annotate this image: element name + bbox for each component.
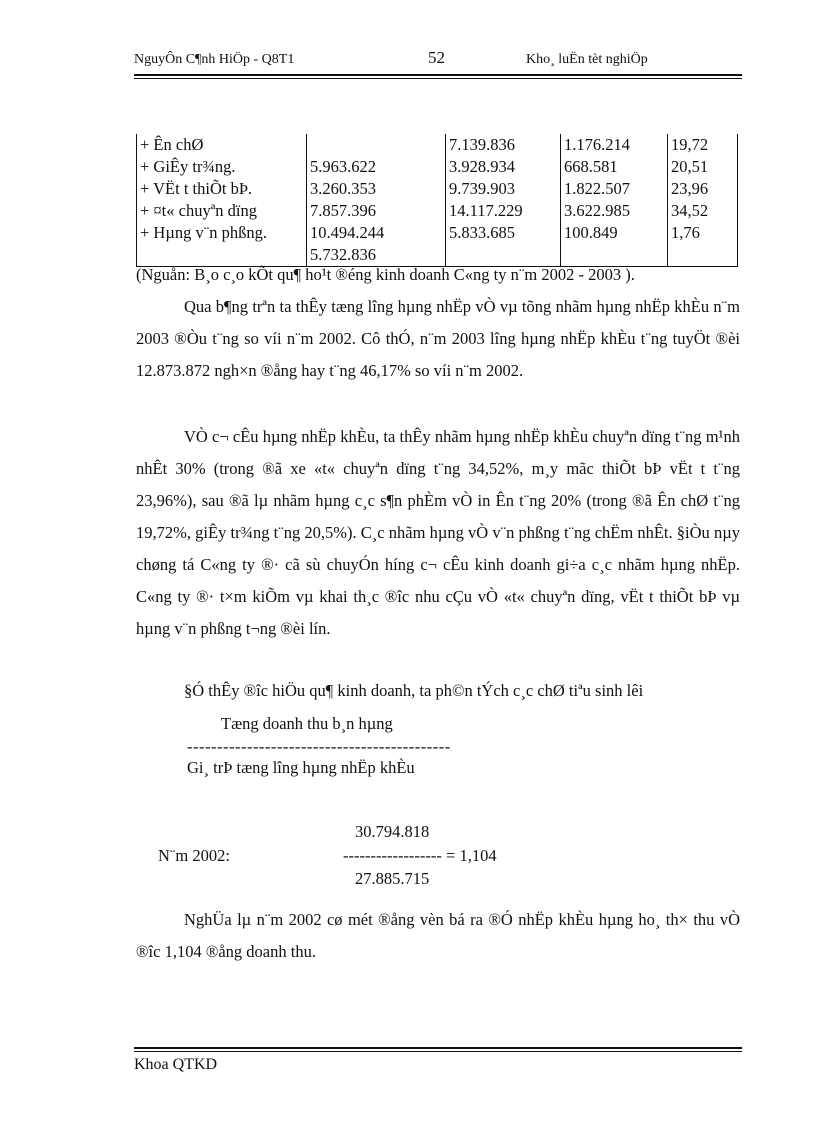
calc-year-label: N¨m 2002:	[158, 846, 230, 865]
formula-fraction-line: --------------------------------------------	[187, 737, 451, 756]
formula-denominator: Gi¸ trÞ tæng lîng hµng nhËp khÈu	[187, 758, 415, 777]
table-cell: 10.494.244	[307, 222, 446, 244]
table-cell	[137, 244, 307, 267]
table-cell: 668.581	[561, 156, 668, 178]
calc-denominator: 27.885.715	[355, 869, 430, 888]
footer-rule	[134, 1047, 742, 1049]
header-thesis-title: Kho¸ luËn tèt nghiÖp	[526, 52, 648, 67]
table-cell: 1.176.214	[561, 134, 668, 156]
table-cell: 3.622.985	[561, 200, 668, 222]
header-rule-thin	[134, 78, 742, 79]
paragraph-2: VÒ c¬ cÊu hµng nhËp khÈu, ta thÊy nhãm hµng nhËp khÈu chuyªn dïng t¨ng m¹nh nhÊt 30% (trong ®ã xe «t« chuyªn dïng t¨ng 34,52%, m¸y mãc thiÕt bÞ vËt t t¨ng 23,96%), sau ®ã lµ nhãm hµng c¸c s¶n phÈm vÒ in Ên t¨ng 20% (trong ®ã Ên chØ t¨ng 19,72%, giÊy tr¾ng t¨ng 20,5%). C¸c nhãm hµng vÒ v¨n phßng t¨ng chËm nhÊt. §iÒu nµy chøng tá C«ng ty ®· cã sù chuyÓn híng c¬ cÊu kinh doanh gi÷a c¸c nhãm hµng nhËp. C«ng ty ®· t×m kiÕm vµ khai th¸c ®îc nhu cÇu vÒ «t« chuyªn dïng, vËt t thiÕt bÞ vµ hµng v¨n phßng t¬ng ®èi lín.	[136, 427, 740, 638]
table-cell: + ¤t« chuyªn dïng	[137, 200, 307, 222]
table-cell	[668, 244, 738, 267]
table-cell: 1,76	[668, 222, 738, 244]
table-cell: 9.739.903	[446, 178, 561, 200]
table-cell: + VËt t thiÕt bÞ.	[137, 178, 307, 200]
table-cell: 20,51	[668, 156, 738, 178]
table-row	[137, 178, 738, 200]
paragraph-3: §Ó thÊy ®îc hiÖu qu¶ kinh doanh, ta ph©n tÝch c¸c chØ tiªu sinh lêi	[184, 681, 644, 700]
table-cell: 34,52	[668, 200, 738, 222]
table-cell: 5.963.622	[307, 156, 446, 178]
table-cell: 1.822.507	[561, 178, 668, 200]
table-row	[137, 200, 738, 222]
header-author: NguyÔn C¶nh HiÖp - Q8T1	[134, 52, 295, 67]
table-row	[137, 156, 738, 178]
table-row	[137, 222, 738, 244]
table-cell: 14.117.229	[446, 200, 561, 222]
table-cell: 19,72	[668, 134, 738, 156]
table-cell: 3.260.353	[307, 178, 446, 200]
table-cell: 23,96	[668, 178, 738, 200]
import-table	[136, 134, 738, 267]
table-cell: + Ên chØ	[137, 134, 307, 156]
paragraph-4: NghÜa lµ n¨m 2002 cø mét ®ång vèn bá ra ®Ó nhËp khÈu hµng ho¸ th× thu vÒ ®îc 1,104 ®ång doanh thu.	[136, 910, 740, 961]
table-cell: 3.928.934	[446, 156, 561, 178]
table-cell: 7.139.836	[446, 134, 561, 156]
page-footer: Khoa QTKD	[134, 1056, 218, 1073]
table-cell: + GiÊy tr¾ng.	[137, 156, 307, 178]
table-cell: 100.849	[561, 222, 668, 244]
table-cell	[561, 244, 668, 267]
table-cell	[307, 134, 446, 156]
calc-numerator: 30.794.818	[355, 822, 430, 841]
table-cell: 5.732.836	[307, 244, 446, 267]
footer-rule-thin	[134, 1051, 742, 1052]
table-cell	[446, 244, 561, 267]
table-cell: + Hµng v¨n phßng.	[137, 222, 307, 244]
formula-numerator: Tæng doanh thu b¸n hµng	[221, 714, 393, 733]
page-header	[134, 48, 742, 70]
paragraph-1: Qua b¶ng trªn ta thÊy tæng lîng hµng nhËp vÒ vµ tõng nhãm hµng nhËp khÈu n¨m 2003 ®Òu t¨ng so víi n¨m 2002. Cô thÓ, n¨m 2003 lîng hµng nhËp khÈu t¨ng tuyÖt ®èi 12.873.872 ngh×n ®ång hay t¨ng 46,17% so víi n¨m 2002.	[136, 297, 740, 380]
table-cell: 7.857.396	[307, 200, 446, 222]
table-row	[137, 244, 738, 267]
table-cell: 5.833.685	[446, 222, 561, 244]
source-note: (Nguån: B¸o c¸o kÕt qu¶ ho¹t ®éng kinh doanh C«ng ty n¨m 2002 - 2003 ).	[136, 265, 635, 284]
page-number: 52	[428, 48, 445, 67]
header-rule	[134, 74, 742, 76]
table-row	[137, 134, 738, 156]
calc-fraction-line: ------------------ = 1,104	[343, 846, 497, 865]
